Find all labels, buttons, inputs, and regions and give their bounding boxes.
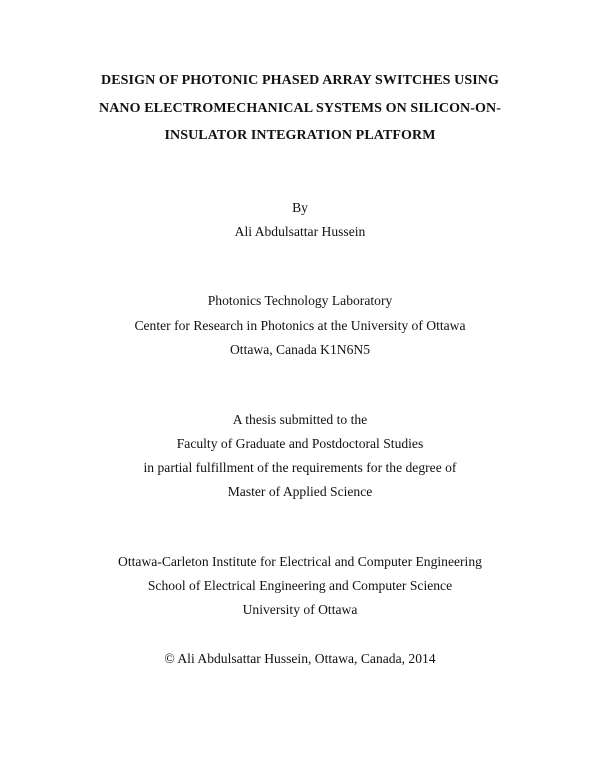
submission-line-3: in partial fulfillment of the requirements for the degree of	[143, 460, 457, 475]
thesis-title-line-3: INSULATOR INTEGRATION PLATFORM	[164, 128, 436, 143]
copyright-notice: © Ali Abdulsattar Hussein, Ottawa, Canada, 2014	[164, 651, 436, 666]
submission-faculty: Faculty of Graduate and Postdoctoral Studies	[176, 436, 424, 451]
thesis-title-line-1: DESIGN OF PHOTONIC PHASED ARRAY SWITCHES USING	[101, 73, 499, 88]
by-label: By	[292, 200, 308, 215]
submission-degree: Master of Applied Science	[227, 484, 373, 499]
institute-name: Ottawa-Carleton Institute for Electrical and Computer Engineering	[118, 554, 482, 569]
submission-line-1: A thesis submitted to the	[232, 412, 368, 427]
thesis-title-line-2: NANO ELECTROMECHANICAL SYSTEMS ON SILICON-ON-	[98, 101, 501, 116]
university-name: University of Ottawa	[242, 602, 358, 617]
school-name: School of Electrical Engineering and Computer Science	[147, 578, 453, 593]
affiliation-center: Center for Research in Photonics at the University of Ottawa	[134, 318, 466, 333]
affiliation-address: Ottawa, Canada K1N6N5	[229, 342, 371, 357]
affiliation-lab: Photonics Technology Laboratory	[207, 293, 393, 308]
author-name: Ali Abdulsattar Hussein	[234, 224, 366, 239]
